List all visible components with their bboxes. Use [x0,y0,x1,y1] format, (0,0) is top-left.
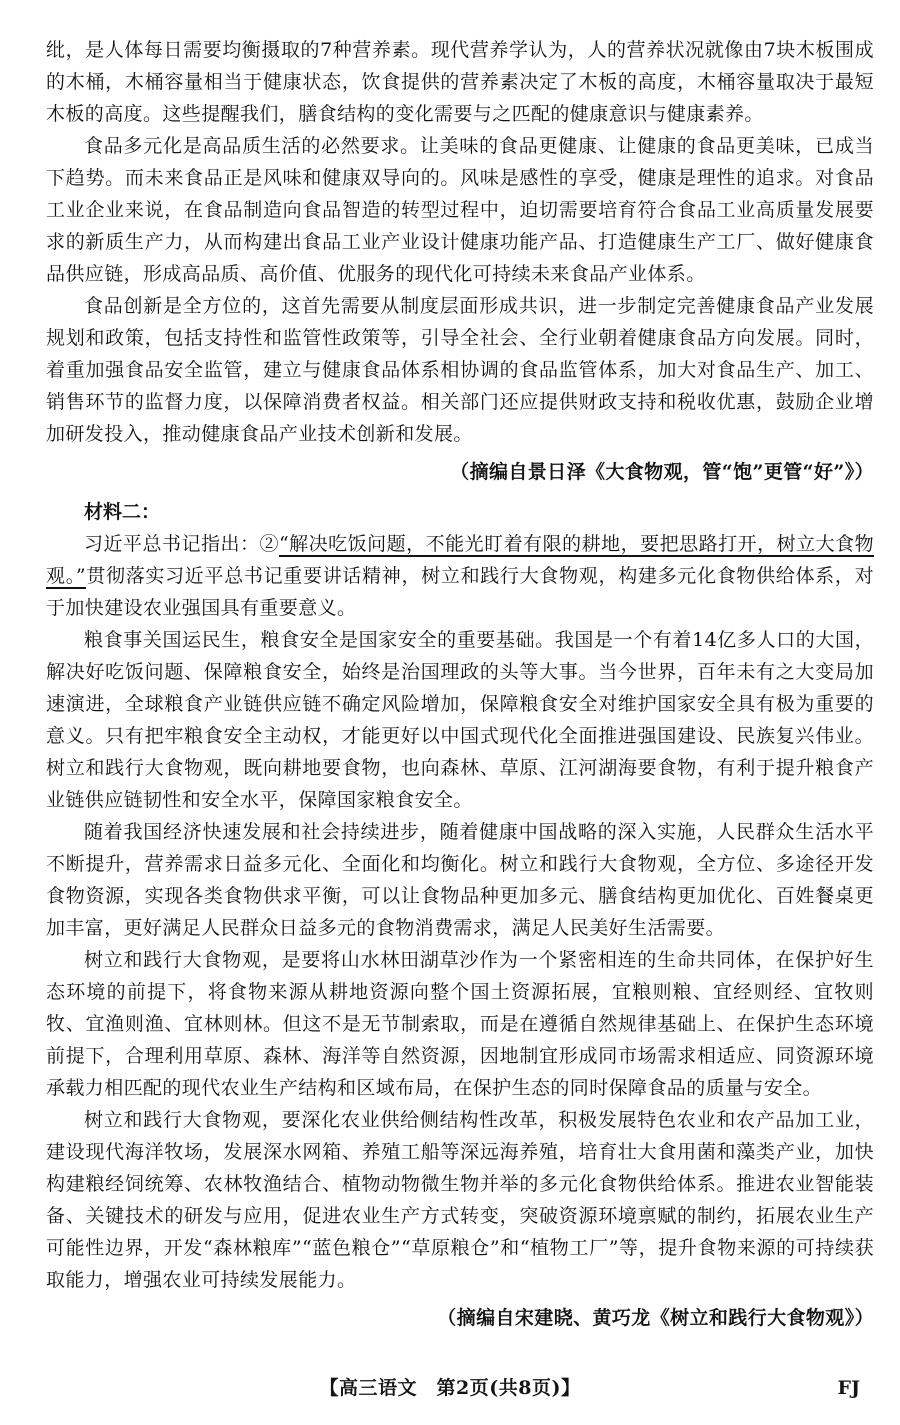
underlined-quote: “解决吃饭问题，不能光盯着有限的耕地，要把思路打开，树立大食物观。” [46,533,874,587]
document-body [46,34,874,1342]
material-2-heading: 材料二： [84,501,161,523]
page-number-label: 【高三语文 第2页(共8页)】 [319,1377,581,1399]
paragraph-6: 树立和践行大食物观，是要将山水林田湖草沙作为一个紧密相连的生命共同体，在保护好生态环境的前提下，将食物来源从耕地资源向整个国土资源拓展，宜粮则粮、宜经则经、宜牧则牧、宜渔则渔、宜林则林。但这不是无节制索取，而是在遵循自然规律基础上、在保护生态环境前提下，合理利用草原、森林、海洋等自然资源，因地制宜形成同市场需求相适应、同资源环境承载力相匹配的现代农业生产结构和区域布局，在保护生态的同时保障食品的质量与安全。 [46,949,874,1099]
intro-rest: 贯彻落实习近平总书记重要讲话精神，树立和践行大食物观，构建多元化食物供给体系，对于加快建设农业强国具有重要意义。 [46,565,874,619]
source-citation-2: （摘编自宋建晓、黄巧龙《树立和践行大食物观》） [437,1307,874,1329]
paragraph-3: 食品创新是全方位的，这首先需要从制度层面形成共识，进一步制定完善健康食品产业发展规划和政策，包括支持性和监管性政策等，引导全社会、全行业朝着健康食品方向发展。同时，着重加强食品安全监管，建立与健康食品体系相协调的食品监管体系，加大对食品生产、加工、销售环节的监督力度，以保障消费者权益。相关部门还应提供财政支持和税收优惠，鼓励企业增加研发投入，推动健康食品产业技术创新和发展。 [46,295,874,445]
source-citation-1: （摘编自景日泽《大食物观，管“饱”更管“好”》） [450,461,874,483]
intro-prefix: 习近平总书记指出：② [84,533,279,555]
paragraph-2: 食品多元化是高品质生活的必然要求。让美味的食品更健康、让健康的食品更美味，已成当下趋势。而未来食品正是风味和健康双导向的。风味是感性的享受，健康是理性的追求。对食品工业企业来说，在食品制造向食品智造的转型过程中，迫切需要培育符合食品工业高质量发展要求的新质生产力，从而构建出食品工业产业设计健康功能产品、打造健康生产工厂、做好健康食品供应链，形成高品质、高价值、优服务的现代化可持续未来食品产业体系。 [46,135,874,285]
paragraph-7: 树立和践行大食物观，要深化农业供给侧结构性改革，积极发展特色农业和农产品加工业，建设现代海洋牧场，发展深水网箱、养殖工船等深远海养殖，培育壮大食用菌和藻类产业，加快构建粮经饲统筹、农林牧渔结合、植物动物微生物并举的多元化食物供给体系。推进农业智能装备、关键技术的研发与应用，促进农业生产方式转变，突破资源环境禀赋的制约，拓展农业生产可能性边界，开发“森林粮库”“蓝色粮仓”“草原粮仓”和“植物工厂”等，提升食物来源的可持续获取能力，增强农业可持续发展能力。 [46,1109,874,1291]
paragraph-5: 随着我国经济快速发展和社会持续进步，随着健康中国战略的深入实施，人民群众生活水平不断提升，营养需求日益多元化、全面化和均衡化。树立和践行大食物观，全方位、多途径开发食物资源，实现各类食物供求平衡，可以让食物品种更加多元、膳食结构更加优化、百姓餐桌更加丰富，更好满足人民群众日益多元的食物消费需求，满足人民美好生活需要。 [46,821,874,939]
paragraph-4: 粮食事关国运民生，粮食安全是国家安全的重要基础。我国是一个有着14亿多人口的大国，解决好吃饭问题、保障粮食安全，始终是治国理政的头等大事。当今世界，百年未有之大变局加速演进，全球粮食产业链供应链不确定风险增加，保障粮食安全对维护国家安全具有极为重要的意义。只有把牢粮食安全主动权，才能更好以中国式现代化全面推进强国建设、民族复兴伟业。树立和践行大食物观，既向耕地要食物，也向森林、草原、江河湖海要食物，有利于提升粮食产业链供应链韧性和安全水平，保障国家粮食安全。 [46,629,874,811]
paragraph-1: 纰，是人体每日需要均衡摄取的7种营养素。现代营养学认为，人的营养状况就像由7块木板围成的木桶，木桶容量相当于健康状态，饮食提供的营养素决定了木板的高度，木桶容量取决于最短木板的高度。这些提醒我们，膳食结构的变化需要与之匹配的健康意识与健康素养。 [46,39,874,125]
region-code: FJ [837,1377,860,1399]
material-2-intro [46,528,874,624]
page-footer [0,1372,900,1404]
